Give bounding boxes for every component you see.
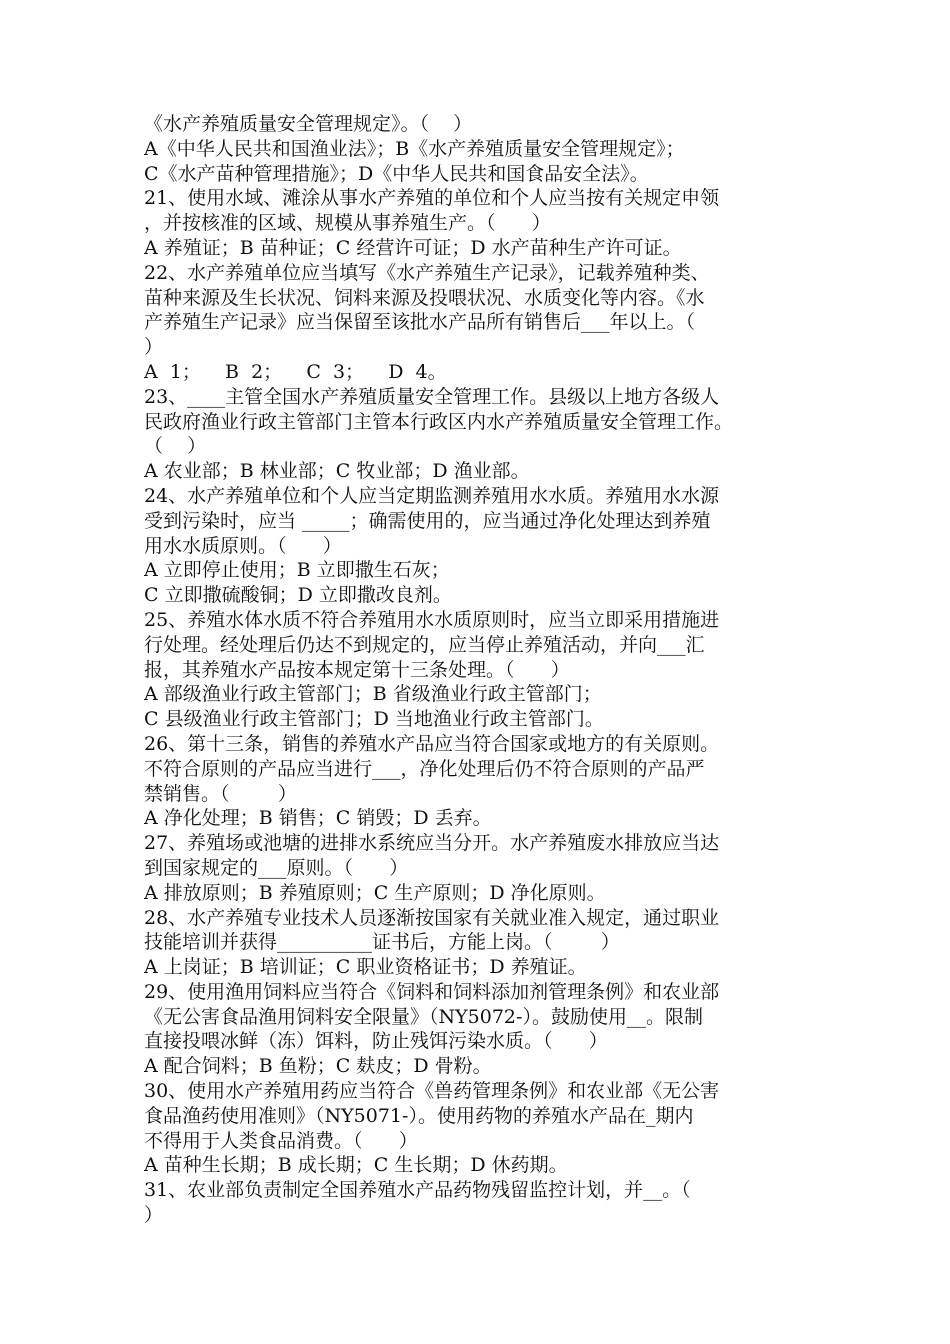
- text-line: 技能培训并获得__________证书后，方能上岗。（ ）: [144, 931, 620, 954]
- text-line: 行处理。经处理后仍达不到规定的，应当停止养殖活动，并向___汇: [144, 633, 705, 656]
- text-line: 24、水产养殖单位和个人应当定期监测养殖用水水质。养殖用水水源: [144, 484, 720, 507]
- text-line: 22、水产养殖单位应当填写《水产养殖生产记录》，记载养殖种类、: [144, 261, 710, 284]
- text-line: 27、养殖场或池塘的进排水系统应当分开。水产养殖废水排放应当达: [144, 832, 720, 855]
- text-line: A 1； B 2； C 3； D 4。: [144, 360, 447, 383]
- document-page: [144, 112, 844, 1228]
- text-line: A《中华人民共和国渔业法》；B《水产养殖质量安全管理规定》；: [144, 137, 685, 160]
- text-line: C 县级渔业行政主管部门；D 当地渔业行政主管部门。: [144, 708, 604, 731]
- text-line: ）: [144, 1204, 164, 1227]
- text-line: 《无公害食品渔用饲料安全限量》（NY5072-）。鼓励使用__。限制: [144, 1005, 703, 1028]
- text-line: 产养殖生产记录》应当保留至该批水产品所有销售后___年以上。（: [144, 311, 696, 334]
- text-line: 用水水质原则。（ ）: [144, 534, 342, 557]
- text-line: ）: [144, 336, 164, 359]
- text-line: 26、第十三条，销售的养殖水产品应当符合国家或地方的有关原则。: [144, 732, 720, 755]
- text-line: A 配合饲料；B 鱼粉；C 麸皮；D 骨粉。: [144, 1055, 492, 1078]
- text-line: C《水产苗种管理措施》；D《中华人民共和国食品安全法》。: [144, 162, 649, 185]
- text-line: 食品渔药使用准则》（NY5071-）。使用药物的养殖水产品在_期内: [144, 1104, 694, 1127]
- text-line: ，并按核准的区域、规模从事养殖生产。（ ）: [144, 212, 551, 235]
- text-line: 直接投喂冰鲜（冻）饵料，防止残饵污染水质。（ ）: [144, 1030, 608, 1053]
- text-line: 禁销售。（ ）: [144, 782, 297, 805]
- text-line: C 立即撒硫酸铜；D 立即撒改良剂。: [144, 584, 452, 607]
- text-line: 苗种来源及生长状况、饲料来源及投喂状况、水质变化等内容。《水: [144, 286, 705, 309]
- text-line: A 净化处理；B 销售；C 销毁；D 丢弃。: [144, 807, 492, 830]
- text-line: A 农业部；B 林业部；C 牧业部；D 渔业部。: [144, 460, 530, 483]
- text-line: 《水产养殖质量安全管理规定》。（ ）: [144, 113, 473, 135]
- text-line: 23、____主管全国水产养殖质量安全管理工作。县级以上地方各级人: [144, 385, 720, 408]
- text-line: （ ）: [144, 435, 207, 458]
- text-line: A 立即停止使用；B 立即撒生石灰；: [144, 559, 450, 582]
- text-line: 21、使用水域、滩涂从事水产养殖的单位和个人应当按有关规定申领: [144, 187, 720, 210]
- text-line: 不符合原则的产品应当进行___，净化处理后仍不符合原则的产品严: [144, 757, 705, 780]
- text-line: 28、水产养殖专业技术人员逐渐按国家有关就业准入规定，通过职业: [144, 906, 720, 929]
- text-line: 31、农业部负责制定全国养殖水产品药物残留监控计划，并__。（: [144, 1179, 691, 1202]
- text-line: 30、使用水产养殖用药应当符合《兽药管理条例》和农业部《无公害: [144, 1080, 720, 1103]
- text-line: 受到污染时，应当 _____；确需使用的，应当通过净化处理达到养殖: [144, 509, 711, 532]
- text-line: 29、使用渔用饲料应当符合《饲料和饲料添加剂管理条例》和农业部: [144, 980, 720, 1003]
- text-line: A 养殖证；B 苗种证；C 经营许可证；D 水产苗种生产许可证。: [144, 236, 682, 259]
- text-line: 不得用于人类食品消费。（ ）: [144, 1129, 418, 1152]
- text-line: 25、养殖水体水质不符合养殖用水水质原则时，应当立即采用措施进: [144, 608, 720, 631]
- text-line: A 排放原则；B 养殖原则；C 生产原则；D 净化原则。: [144, 881, 606, 904]
- text-line: 到国家规定的___原则。（ ）: [144, 856, 409, 879]
- text-line: A 苗种生长期；B 成长期；C 生长期；D 休药期。: [144, 1154, 568, 1177]
- text-line: 报，其养殖水产品按本规定第十三条处理。（ ）: [144, 658, 570, 681]
- text-line: A 上岗证；B 培训证；C 职业资格证书；D 养殖证。: [144, 956, 587, 979]
- text-line: A 部级渔业行政主管部门；B 省级渔业行政主管部门；: [144, 683, 602, 706]
- text-line: 民政府渔业行政主管部门主管本行政区内水产养殖质量安全管理工作。: [144, 410, 734, 433]
